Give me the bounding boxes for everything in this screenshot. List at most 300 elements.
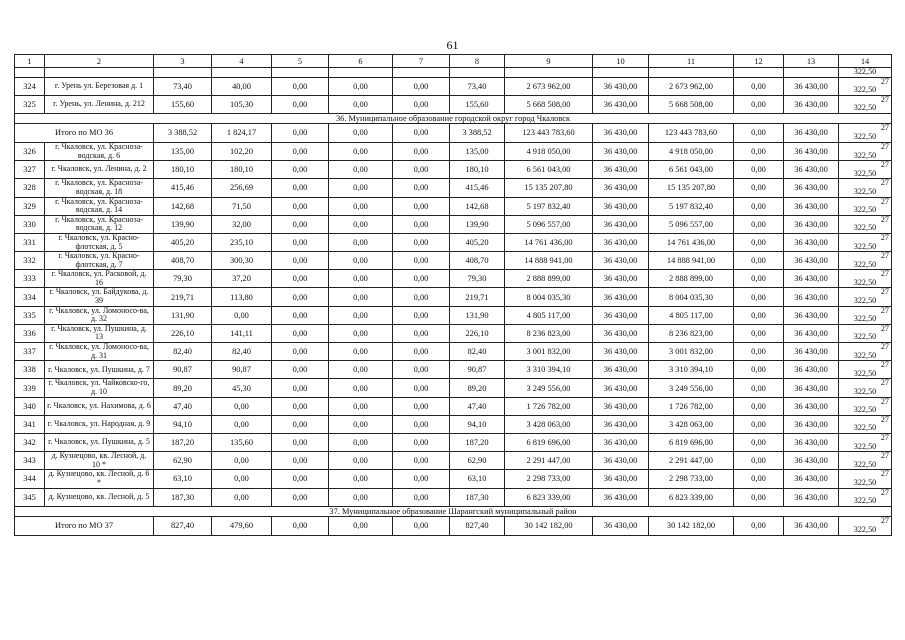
- c14-top: 27: [880, 233, 889, 242]
- value-cell-c7: 0,00: [393, 233, 450, 251]
- value-cell-c3: 226,10: [154, 324, 212, 342]
- value-cell-c4: 32,00: [212, 215, 272, 233]
- value-cell-c13: 36 430,00: [784, 233, 839, 251]
- value-cell-c14: [839, 233, 892, 251]
- c14-top: 27: [880, 451, 889, 461]
- value-cell-c4: 0,00: [212, 306, 272, 324]
- value-cell-c7: 0,00: [393, 379, 450, 397]
- c14-bottom: 322,50: [853, 368, 877, 378]
- value-cell-c4: 135,60: [212, 433, 272, 451]
- value-cell-c7: 0,00: [393, 288, 450, 306]
- row-number: 330: [15, 215, 45, 233]
- value-cell-c5: 0,00: [272, 161, 329, 179]
- value-cell-c7: 0,00: [393, 95, 450, 113]
- value-cell-c3: 827,40: [154, 516, 212, 535]
- value-cell-c3: 187,30: [154, 488, 212, 506]
- value-cell-c11: 2 291 447,00: [649, 452, 734, 470]
- value-cell-c7: 0,00: [393, 516, 450, 535]
- value-cell-c13: 36 430,00: [784, 361, 839, 379]
- value-cell-c3: 131,90: [154, 306, 212, 324]
- value-cell-c14: [839, 197, 892, 215]
- value-cell-c11: 4 918 050,00: [649, 142, 734, 160]
- value-cell-c10: 36 430,00: [593, 415, 649, 433]
- value-cell-c4: 1 824,17: [212, 123, 272, 142]
- value-cell-c8: 408,70: [450, 252, 505, 270]
- address-cell: д. Кузнецово, кв. Лесной, д. 10 *: [45, 452, 154, 470]
- value-cell-c6: 0,00: [329, 142, 393, 160]
- table-row: [15, 397, 892, 415]
- value-cell-c9: 3 249 556,00: [505, 379, 593, 397]
- c14-top: 27: [880, 360, 889, 370]
- c14-bottom: 322,50: [853, 241, 877, 251]
- value-cell-c5: 0,00: [272, 415, 329, 433]
- value-cell-c14: [839, 379, 892, 397]
- value-cell-c9: 14 761 436,00: [505, 233, 593, 251]
- housing-program-table: [14, 54, 892, 536]
- c14-bottom: 322,50: [853, 259, 877, 269]
- value-cell-c5: 0,00: [272, 77, 329, 95]
- value-cell-c6: 0,00: [329, 215, 393, 233]
- c14-top: 27: [880, 378, 889, 388]
- value-cell-c10: 36 430,00: [593, 197, 649, 215]
- value-cell-c8: 82,40: [450, 343, 505, 361]
- address-cell: г. Чкаловск, ул. Пушкина, д. 13: [45, 324, 154, 342]
- value-cell-c12: 0,00: [734, 233, 784, 251]
- value-cell-c12: 0,00: [734, 252, 784, 270]
- value-cell-c7: 0,00: [393, 433, 450, 451]
- value-cell-c5: 0,00: [272, 488, 329, 506]
- value-cell-c3: 139,90: [154, 215, 212, 233]
- value-cell-c9: 30 142 182,00: [505, 516, 593, 535]
- value-cell-c12: 0,00: [734, 516, 784, 535]
- c14-bottom: 322,50: [853, 103, 877, 113]
- value-cell-c4: 45,30: [212, 379, 272, 397]
- value-cell-c10: 36 430,00: [593, 95, 649, 113]
- table-row: [15, 361, 892, 379]
- address-cell: г. Чкаловск, ул. Красно-флотская, д. 5: [45, 233, 154, 251]
- value-cell-c5: 0,00: [272, 95, 329, 113]
- value-cell-c10: 36 430,00: [593, 379, 649, 397]
- value-cell-c8: 131,90: [450, 306, 505, 324]
- c14-top: 27: [880, 324, 889, 333]
- value-cell-c11: 4 805 117,00: [649, 306, 734, 324]
- value-cell-c11: 123 443 783,60: [649, 123, 734, 142]
- value-cell-c11: 5 197 832,40: [649, 197, 734, 215]
- value-cell-c3: 89,20: [154, 379, 212, 397]
- value-cell-c12: 0,00: [734, 379, 784, 397]
- c14-bottom: 322,50: [853, 85, 877, 95]
- value-cell-c12: 0,00: [734, 197, 784, 215]
- value-cell-c11: 6 823 339,00: [649, 488, 734, 506]
- table-row: [15, 197, 892, 215]
- table-row: [15, 142, 892, 160]
- value-cell-c3: 82,40: [154, 343, 212, 361]
- value-cell-c5: 0,00: [272, 215, 329, 233]
- row-number: 345: [15, 488, 45, 506]
- value-cell-c9: 6 823 339,00: [505, 488, 593, 506]
- value-cell-c5: 0,00: [272, 516, 329, 535]
- row-number: 328: [15, 179, 45, 197]
- table-row: [15, 270, 892, 288]
- value-cell-c3: 62,90: [154, 452, 212, 470]
- total-label: Итого по МО 36: [15, 123, 154, 142]
- value-cell-c5: 0,00: [272, 470, 329, 488]
- value-cell-c14: [839, 215, 892, 233]
- value-cell-c5: 0,00: [272, 123, 329, 142]
- address-cell: д. Кузнецово, кв. Лесной, д. 5: [45, 488, 154, 506]
- value-cell-c6: 0,00: [329, 197, 393, 215]
- column-number-header: [15, 55, 892, 68]
- value-cell-c12: 0,00: [734, 142, 784, 160]
- c14-top: 27: [880, 123, 889, 133]
- value-cell-c3: 187,20: [154, 433, 212, 451]
- value-cell-c3: 90,87: [154, 361, 212, 379]
- value-cell-c13: 36 430,00: [784, 324, 839, 342]
- value-cell-c9: 5 668 508,00: [505, 95, 593, 113]
- value-cell-c9: 3 001 832,00: [505, 343, 593, 361]
- section-header-row: [15, 113, 892, 123]
- address-cell: г. Чкаловск, ул. Чайковско-го, д. 10: [45, 379, 154, 397]
- value-cell-c13: 36 430,00: [784, 270, 839, 288]
- value-cell-c12: 0,00: [734, 306, 784, 324]
- value-cell-c7: 0,00: [393, 415, 450, 433]
- value-cell-c11: 14 888 941,00: [649, 252, 734, 270]
- value-cell-c14: [839, 179, 892, 197]
- value-cell-c13: 36 430,00: [784, 452, 839, 470]
- value-cell-c10: 36 430,00: [593, 215, 649, 233]
- c14-top: 27: [880, 251, 889, 261]
- value-cell-c6: 0,00: [329, 95, 393, 113]
- value-cell-c7: 0,00: [393, 343, 450, 361]
- c14-top: 27: [880, 516, 889, 526]
- value-cell-c5: 0,00: [272, 452, 329, 470]
- col-header: 5: [272, 55, 329, 68]
- value-cell-c13: 36 430,00: [784, 288, 839, 306]
- value-cell-c5: 0,00: [272, 288, 329, 306]
- value-cell-c10: 36 430,00: [593, 343, 649, 361]
- value-cell-c6: 0,00: [329, 343, 393, 361]
- value-cell-c7: 0,00: [393, 252, 450, 270]
- value-cell-c13: 36 430,00: [784, 252, 839, 270]
- value-cell-c4: 113,80: [212, 288, 272, 306]
- value-cell-c9: 2 673 962,00: [505, 77, 593, 95]
- value-cell-c8: 62,90: [450, 452, 505, 470]
- value-cell-c10: 36 430,00: [593, 516, 649, 535]
- c14-top: 27: [880, 269, 889, 279]
- table-row: [15, 77, 892, 95]
- table-row: [15, 215, 892, 233]
- value-cell-c14: [839, 123, 892, 142]
- value-cell-c10: 36 430,00: [593, 288, 649, 306]
- value-cell-c12: 0,00: [734, 215, 784, 233]
- value-cell-c13: 36 430,00: [784, 516, 839, 535]
- table-row: [15, 233, 892, 251]
- c14-bottom: 322,50: [853, 524, 877, 534]
- table-row: [15, 252, 892, 270]
- col-header: 2: [45, 55, 154, 68]
- row-number: 336: [15, 324, 45, 342]
- value-cell-c7: 0,00: [393, 452, 450, 470]
- c14-bottom: 322,50: [853, 405, 877, 415]
- col-header: 4: [212, 55, 272, 68]
- row-number: 341: [15, 415, 45, 433]
- value-cell-c8: 187,30: [450, 488, 505, 506]
- value-cell-c14: [839, 343, 892, 361]
- value-cell-c8: 135,00: [450, 142, 505, 160]
- address-cell: г. Чкаловск, ул. Ленина, д. 2: [45, 161, 154, 179]
- value-cell-c10: 36 430,00: [593, 306, 649, 324]
- row-number: 340: [15, 397, 45, 415]
- value-cell-c11: 2 673 962,00: [649, 77, 734, 95]
- value-cell-c7: 0,00: [393, 270, 450, 288]
- value-cell-c7: 0,00: [393, 306, 450, 324]
- c14-top: 27: [880, 77, 889, 86]
- row-number: 324: [15, 77, 45, 95]
- col-header: 12: [734, 55, 784, 68]
- value-cell-c9: 8 236 823,00: [505, 324, 593, 342]
- value-cell-c9: 14 888 941,00: [505, 252, 593, 270]
- value-cell-c14: [839, 161, 892, 179]
- value-cell-c8: 155,60: [450, 95, 505, 113]
- value-cell-c8: 94,10: [450, 415, 505, 433]
- value-cell-c12: 0,00: [734, 288, 784, 306]
- col-header: 14: [839, 55, 892, 68]
- value-cell-c12: 0,00: [734, 179, 784, 197]
- table-row: [15, 306, 892, 324]
- c14-bottom: 322,50: [853, 277, 877, 287]
- value-cell-c6: 0,00: [329, 516, 393, 535]
- value-cell-c4: 105,30: [212, 95, 272, 113]
- c14-bottom: 322,50: [853, 332, 877, 342]
- address-cell: г. Чкаловск, ул. Красноза-водская, д. 12: [45, 215, 154, 233]
- value-cell-c4: 82,40: [212, 343, 272, 361]
- carry-over-row: [15, 68, 892, 78]
- value-cell-c4: 0,00: [212, 470, 272, 488]
- value-cell-c10: 36 430,00: [593, 77, 649, 95]
- value-cell-c12: 0,00: [734, 324, 784, 342]
- c14-bottom: 322,50: [853, 423, 877, 433]
- value-cell-c9: 5 197 832,40: [505, 197, 593, 215]
- value-cell-c6: 0,00: [329, 488, 393, 506]
- table-row: [15, 470, 892, 488]
- value-cell-c11: 2 888 899,00: [649, 270, 734, 288]
- page-number: 61: [446, 38, 459, 52]
- value-cell-c12: 0,00: [734, 343, 784, 361]
- address-cell: г. Чкаловск, ул. Байдукова, д. 39: [45, 288, 154, 306]
- value-cell-c14: [839, 142, 892, 160]
- row-number: 326: [15, 142, 45, 160]
- value-cell-c3: 63,10: [154, 470, 212, 488]
- value-cell-c6: 0,00: [329, 77, 393, 95]
- value-cell-c14: [839, 288, 892, 306]
- value-cell-c9: 123 443 783,60: [505, 123, 593, 142]
- value-cell-c9: 3 310 394,10: [505, 361, 593, 379]
- value-cell-c10: 36 430,00: [593, 324, 649, 342]
- value-cell-c8: 827,40: [450, 516, 505, 535]
- address-cell: г. Чкаловск, ул. Красноза-водская, д. 14: [45, 197, 154, 215]
- value-cell-c14: [839, 252, 892, 270]
- table-row: [15, 95, 892, 113]
- value-cell-c6: 0,00: [329, 452, 393, 470]
- value-cell-c6: 0,00: [329, 470, 393, 488]
- value-cell-c5: 0,00: [272, 397, 329, 415]
- value-cell-c10: 36 430,00: [593, 161, 649, 179]
- value-cell-c3: 94,10: [154, 415, 212, 433]
- value-cell-c9: 4 918 050,00: [505, 142, 593, 160]
- value-cell-c5: 0,00: [272, 142, 329, 160]
- col-header: 7: [393, 55, 450, 68]
- value-cell-c11: 8 004 035,30: [649, 288, 734, 306]
- value-cell-c7: 0,00: [393, 197, 450, 215]
- address-cell: г. Чкаловск, ул. Нахимова, д. 6: [45, 397, 154, 415]
- value-cell-c11: 8 236 823,00: [649, 324, 734, 342]
- value-cell-c6: 0,00: [329, 306, 393, 324]
- value-cell-c10: 36 430,00: [593, 179, 649, 197]
- value-cell-c3: 3 388,52: [154, 123, 212, 142]
- value-cell-c10: 36 430,00: [593, 270, 649, 288]
- row-number: 339: [15, 379, 45, 397]
- value-cell-c7: 0,00: [393, 324, 450, 342]
- value-cell-c13: 36 430,00: [784, 470, 839, 488]
- value-cell-c8: 226,10: [450, 324, 505, 342]
- c14-bottom: 322,50: [853, 441, 877, 451]
- value-cell-c11: 3 249 556,00: [649, 379, 734, 397]
- c14-bottom: 322,50: [853, 496, 877, 506]
- value-cell-c4: 37,20: [212, 270, 272, 288]
- value-cell-c13: 36 430,00: [784, 215, 839, 233]
- col-header: 3: [154, 55, 212, 68]
- value-cell-c8: 90,87: [450, 361, 505, 379]
- table-row: [15, 161, 892, 179]
- value-cell-c11: 3 001 832,00: [649, 343, 734, 361]
- c14-bottom: 322,50: [853, 350, 877, 360]
- table-row: [15, 324, 892, 342]
- c14-bottom: 322,50: [853, 314, 877, 324]
- value-cell-c4: 0,00: [212, 415, 272, 433]
- table-row: [15, 488, 892, 506]
- c14-top: 27: [880, 160, 889, 170]
- value-cell-c9: 3 428 063,00: [505, 415, 593, 433]
- value-cell-c8: 415,46: [450, 179, 505, 197]
- c14-top: 27: [880, 433, 889, 442]
- carry-over-value: 322,50: [839, 68, 892, 78]
- value-cell-c6: 0,00: [329, 361, 393, 379]
- value-cell-c7: 0,00: [393, 179, 450, 197]
- value-cell-c12: 0,00: [734, 95, 784, 113]
- value-cell-c7: 0,00: [393, 215, 450, 233]
- value-cell-c12: 0,00: [734, 77, 784, 95]
- value-cell-c14: [839, 361, 892, 379]
- value-cell-c14: [839, 433, 892, 451]
- row-number: 331: [15, 233, 45, 251]
- value-cell-c8: 89,20: [450, 379, 505, 397]
- value-cell-c7: 0,00: [393, 470, 450, 488]
- value-cell-c6: 0,00: [329, 433, 393, 451]
- value-cell-c7: 0,00: [393, 123, 450, 142]
- value-cell-c6: 0,00: [329, 270, 393, 288]
- col-header: 9: [505, 55, 593, 68]
- value-cell-c14: [839, 452, 892, 470]
- value-cell-c8: 405,20: [450, 233, 505, 251]
- value-cell-c12: 0,00: [734, 433, 784, 451]
- table-row: [15, 288, 892, 306]
- value-cell-c10: 36 430,00: [593, 470, 649, 488]
- row-number: 335: [15, 306, 45, 324]
- value-cell-c14: [839, 516, 892, 535]
- value-cell-c6: 0,00: [329, 252, 393, 270]
- value-cell-c14: [839, 95, 892, 113]
- address-cell: г. Чкаловск, ул. Красно-флотская, д. 7: [45, 252, 154, 270]
- value-cell-c6: 0,00: [329, 324, 393, 342]
- value-cell-c10: 36 430,00: [593, 361, 649, 379]
- value-cell-c4: 0,00: [212, 488, 272, 506]
- value-cell-c14: [839, 306, 892, 324]
- c14-top: 27: [880, 95, 889, 104]
- section-title: 37. Муниципальное образование Шарангский муниципальный район: [15, 506, 892, 516]
- value-cell-c7: 0,00: [393, 77, 450, 95]
- row-number: 329: [15, 197, 45, 215]
- address-cell: г. Чкаловск, ул. Расковой, д. 16: [45, 270, 154, 288]
- value-cell-c11: 6 819 696,00: [649, 433, 734, 451]
- value-cell-c3: 79,30: [154, 270, 212, 288]
- value-cell-c6: 0,00: [329, 179, 393, 197]
- c14-bottom: 322,50: [853, 459, 877, 469]
- c14-top: 27: [880, 178, 889, 188]
- value-cell-c11: 3 428 063,00: [649, 415, 734, 433]
- value-cell-c11: 15 135 207,80: [649, 179, 734, 197]
- value-cell-c11: 1 726 782,00: [649, 397, 734, 415]
- value-cell-c5: 0,00: [272, 270, 329, 288]
- address-cell: г. Чкаловск, ул. Ломоносо-ва, д. 31: [45, 343, 154, 361]
- c14-bottom: 322,50: [853, 131, 877, 141]
- c14-top: 27: [880, 342, 889, 352]
- value-cell-c4: 102,20: [212, 142, 272, 160]
- value-cell-c10: 36 430,00: [593, 433, 649, 451]
- value-cell-c11: 3 310 394,10: [649, 361, 734, 379]
- value-cell-c6: 0,00: [329, 123, 393, 142]
- c14-top: 27: [880, 142, 889, 151]
- c14-bottom: 322,50: [853, 223, 877, 233]
- value-cell-c14: [839, 488, 892, 506]
- value-cell-c4: 141,11: [212, 324, 272, 342]
- address-cell: г. Чкаловск, ул. Красноза-водская, д. 18: [45, 179, 154, 197]
- value-cell-c4: 0,00: [212, 452, 272, 470]
- value-cell-c4: 0,00: [212, 397, 272, 415]
- value-cell-c3: 405,20: [154, 233, 212, 251]
- total-label: Итого по МО 37: [15, 516, 154, 535]
- value-cell-c4: 300,30: [212, 252, 272, 270]
- row-number: 334: [15, 288, 45, 306]
- value-cell-c6: 0,00: [329, 397, 393, 415]
- value-cell-c12: 0,00: [734, 397, 784, 415]
- value-cell-c12: 0,00: [734, 361, 784, 379]
- table-row: [15, 179, 892, 197]
- value-cell-c14: [839, 470, 892, 488]
- row-number: 342: [15, 433, 45, 451]
- address-cell: д. Кузнецово, кв. Лесной, д. 6 *: [45, 470, 154, 488]
- address-cell: г. Чкаловск, ул. Народная, д. 9: [45, 415, 154, 433]
- value-cell-c13: 36 430,00: [784, 123, 839, 142]
- value-cell-c3: 408,70: [154, 252, 212, 270]
- value-cell-c8: 63,10: [450, 470, 505, 488]
- value-cell-c13: 36 430,00: [784, 142, 839, 160]
- value-cell-c12: 0,00: [734, 270, 784, 288]
- c14-top: 27: [880, 488, 889, 497]
- value-cell-c9: 2 888 899,00: [505, 270, 593, 288]
- value-cell-c13: 36 430,00: [784, 433, 839, 451]
- value-cell-c14: [839, 415, 892, 433]
- col-header: 1: [15, 55, 45, 68]
